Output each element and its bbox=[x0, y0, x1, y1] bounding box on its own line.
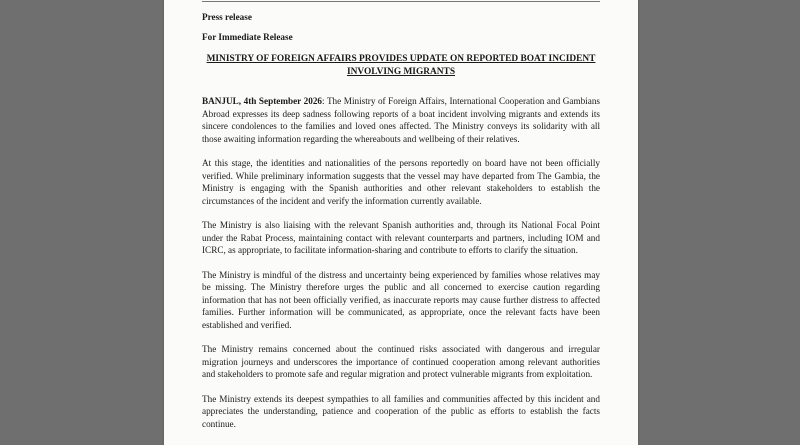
document-page bbox=[164, 0, 638, 445]
immediate-release-label: For Immediate Release bbox=[202, 31, 293, 42]
paragraph-2: At this stage, the identities and nationalities of the persons reportedly on board have not been officially verified. While preliminary information suggests that the vessel may have departed from The Gambia, the Ministry is engaging with the Spanish authorities and other relevant stakeholders to establish the circumstances of the incident and verify the information currently available. bbox=[202, 158, 600, 206]
paragraph-1 bbox=[202, 95, 600, 145]
press-release-label: Press release bbox=[202, 12, 252, 22]
paragraph-1-text: : The Ministry of Foreign Affairs, International Cooperation and Gambians Abroad expresses its deep sadness following reports of a boat incident involving migrants and extends its sincere condolences to the families and loved ones affected. The Ministry conveys its solidarity with all those awaiting information regarding the whereabouts and wellbeing of their relatives. bbox=[202, 96, 600, 144]
paragraph-5: The Ministry remains concerned about the continued risks associated with dangerous and irregular migration journeys and underscores the importance of continued cooperation among relevant authorities and stakeholders to promote safe and regular migration and protect vulnerable migrants from exploitation. bbox=[202, 344, 600, 379]
paragraph-6: The Ministry extends its deepest sympathies to all families and communities affected by this incident and appreciates the understanding, patience and cooperation of the public as efforts to establish the facts continue. bbox=[202, 393, 600, 429]
document-body bbox=[202, 11, 600, 430]
headline: MINISTRY OF FOREIGN AFFAIRS PROVIDES UPDATE ON REPORTED BOAT INCIDENT INVOLVING MIGRANTS bbox=[206, 54, 596, 77]
paragraph-3: The Ministry is also liaising with the relevant Spanish authorities and, through its National Focal Point under the Rabat Process, maintaining contact with relevant counterparts and partners, including IOM and ICRC, as appropriate, to facilitate information-sharing and contribute to efforts to clarify the situation. bbox=[202, 220, 600, 255]
top-rule bbox=[202, 1, 600, 2]
paragraph-4: The Ministry is mindful of the distress and uncertainty being experienced by families whose relatives may be missing. The Ministry therefore urges the public and all concerned to exercise caution regarding information that has not been officially verified, as inaccurate reports may cause further distress to affected families. Further information will be communicated, as appropriate, once the relevant facts have been established and verified. bbox=[202, 269, 600, 330]
dateline: BANJUL, 4th September 2026 bbox=[202, 96, 323, 106]
